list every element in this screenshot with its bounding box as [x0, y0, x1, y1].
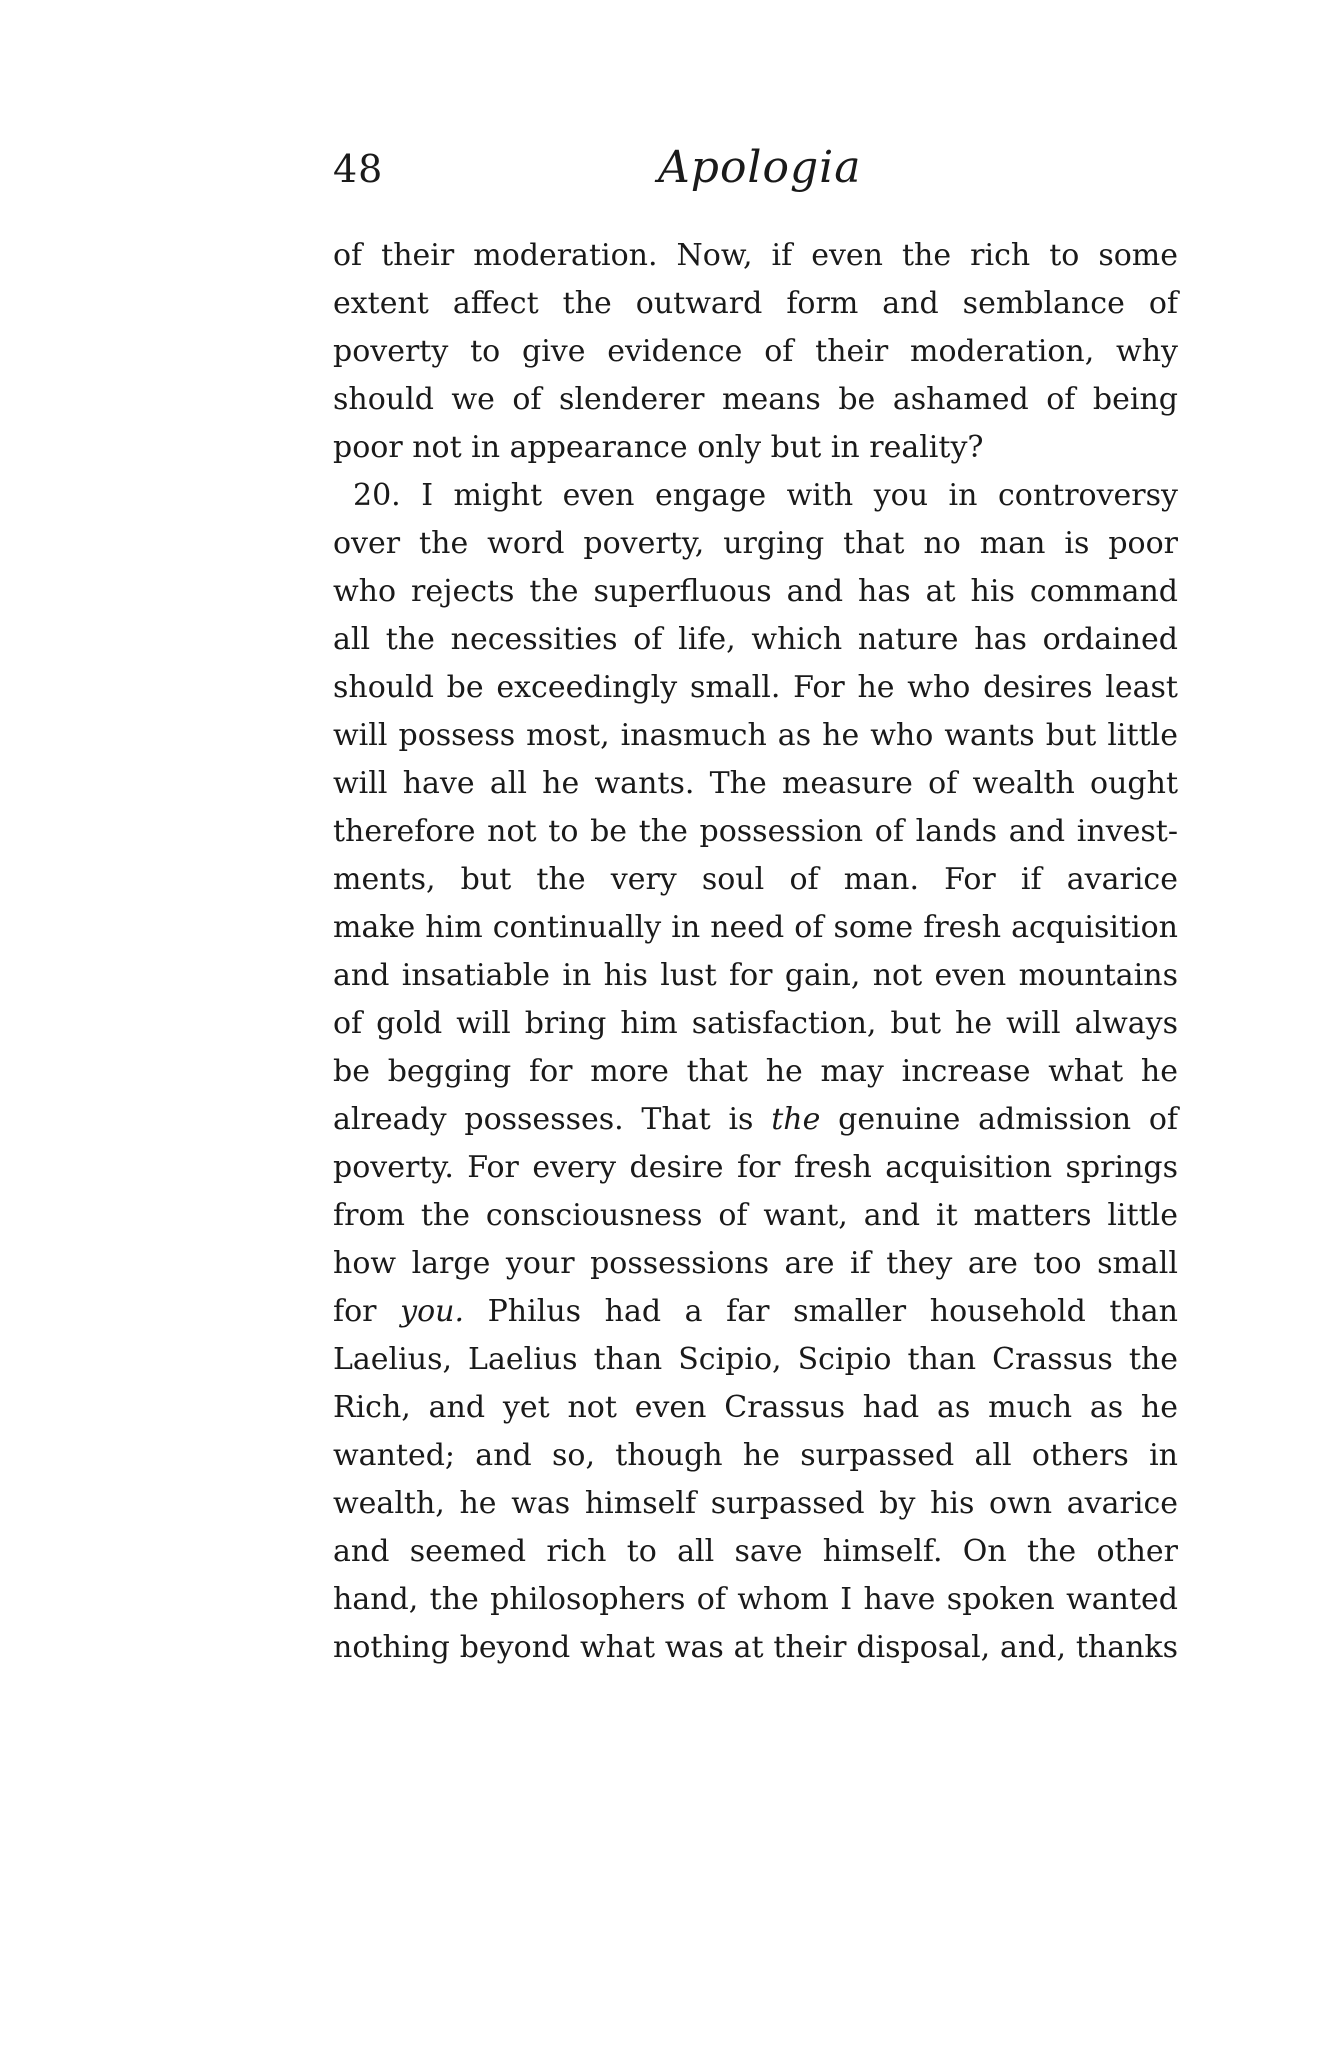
- text-line: extent affect the outward form and semblance of: [333, 286, 1178, 321]
- text-line: poor not in appearance only but in reality?: [333, 430, 984, 465]
- text-line: of their moderation. Now, if even the rich to some: [333, 238, 1178, 273]
- text-line: over the word poverty, urging that no man is poor: [333, 526, 1178, 561]
- text-line: hand, the philosophers of whom I have spoken wanted: [333, 1582, 1178, 1617]
- text-line: how large your possessions are if they are too small: [333, 1246, 1178, 1281]
- text-line: will possess most, inasmuch as he who wants but little: [333, 718, 1178, 753]
- text-line: and seemed rich to all save himself. On the other: [333, 1534, 1178, 1569]
- text-line: wealth, he was himself surpassed by his own avarice: [333, 1486, 1178, 1521]
- text-line: make him continually in need of some fresh acquisition: [333, 910, 1178, 945]
- text-line: Rich, and yet not even Crassus had as much as he: [333, 1390, 1178, 1425]
- text-line: all the necessities of life, which nature has ordained: [333, 622, 1178, 657]
- text-line: therefore not to be the possession of lands and invest-: [333, 814, 1178, 849]
- text-segment: already possesses. That is: [333, 1102, 772, 1137]
- text-line: poverty to give evidence of their moderation, why: [333, 334, 1178, 369]
- text-line-mixed: [333, 1288, 1178, 1336]
- page-header: [333, 142, 1178, 232]
- text-line: poverty. For every desire for fresh acquisition springs: [333, 1150, 1178, 1185]
- text-line-mixed: [333, 1096, 1178, 1144]
- text-line: Laelius, Laelius than Scipio, Scipio than Crassus the: [333, 1342, 1178, 1377]
- text-line: nothing beyond what was at their disposal, and, thanks: [333, 1630, 1178, 1665]
- text-line: of gold will bring him satisfaction, but he will always: [333, 1006, 1178, 1041]
- text-line: should be exceedingly small. For he who desires least: [333, 670, 1178, 705]
- text-line: who rejects the superfluous and has at his command: [333, 574, 1178, 609]
- text-line: be begging for more that he may increase what he: [333, 1054, 1178, 1089]
- text-segment: for: [333, 1294, 401, 1329]
- text-line: should we of slenderer means be ashamed of being: [333, 382, 1178, 417]
- running-title: Apologia: [658, 142, 862, 193]
- text-line: will have all he wants. The measure of wealth ought: [333, 766, 1178, 801]
- text-segment: genuine admission of: [820, 1102, 1178, 1137]
- italic-emphasis: you.: [400, 1294, 464, 1329]
- text-line: from the consciousness of want, and it matters little: [333, 1198, 1178, 1233]
- book-page: [333, 142, 1178, 1672]
- body-text: [333, 232, 1178, 1672]
- text-line: wanted; and so, though he surpassed all others in: [333, 1438, 1178, 1473]
- text-line: 20. I might even engage with you in controversy: [353, 478, 1178, 513]
- text-line: ments, but the very soul of man. For if avarice: [333, 862, 1178, 897]
- text-line: and insatiable in his lust for gain, not even mountains: [333, 958, 1178, 993]
- italic-emphasis: the: [771, 1102, 821, 1137]
- text-segment: Philus had a far smaller household than: [464, 1294, 1178, 1329]
- page-number: 48: [333, 147, 384, 191]
